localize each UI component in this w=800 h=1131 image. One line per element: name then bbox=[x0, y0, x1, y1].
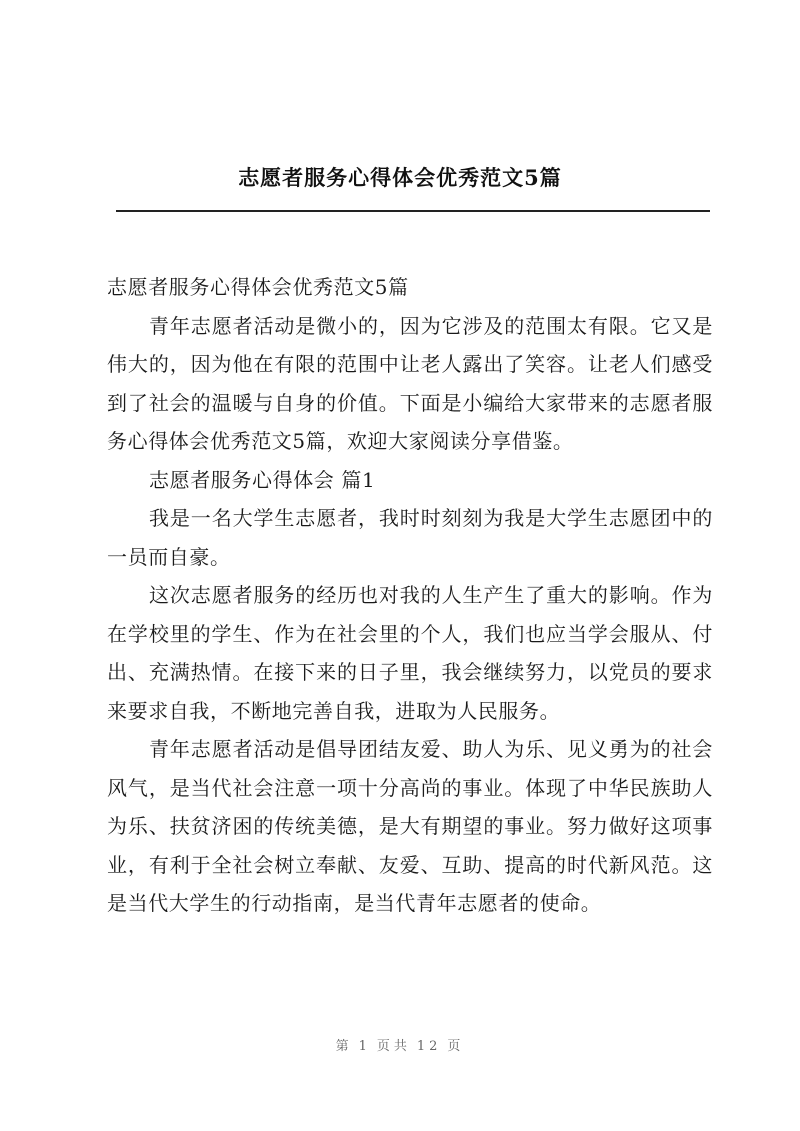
body-paragraph: 这次志愿者服务的经历也对我的人生产生了重大的影响。作为在学校里的学生、作为在社会里的个人，我们也应当学会服从、付出、充满热情。在接下来的日子里，我会继续努力，以党员的要求来要求自我，不断地完善自我，进取为人民服务。 bbox=[107, 583, 713, 723]
footer-label-pages: 页 bbox=[447, 1039, 465, 1054]
title-divider bbox=[116, 210, 710, 212]
section-heading: 志愿者服务心得体会 篇1 bbox=[149, 467, 376, 492]
total-pages-number: 12 bbox=[416, 1039, 442, 1054]
footer-label-page: 第 bbox=[335, 1039, 353, 1054]
document-subtitle: 志愿者服务心得体会优秀范文5篇 bbox=[107, 275, 409, 299]
current-page-number: 1 bbox=[358, 1039, 371, 1054]
body-paragraph: 我是一名大学生志愿者，我时时刻刻为我是大学生志愿团中的一员而自豪。 bbox=[107, 506, 713, 569]
footer-label-of: 页共 bbox=[376, 1039, 411, 1054]
body-paragraph: 青年志愿者活动是倡导团结友爱、助人为乐、见义勇为的社会风气，是当代社会注意一项十分高尚的事业。体现了中华民族助人为乐、扶贫济困的传统美德，是大有期望的事业。努力做好这项事业，有利于全社会树立奉献、友爱、互助、提高的时代新风范。这是当代大学生的行动指南，是当代青年志愿者的使命。 bbox=[107, 737, 713, 915]
document-body bbox=[107, 268, 713, 923]
intro-paragraph: 青年志愿者活动是微小的，因为它涉及的范围太有限。它又是伟大的，因为他在有限的范围中让老人露出了笑容。让老人们感受到了社会的温暖与自身的价值。下面是小编给大家带来的志愿者服务心得体会优秀范文5篇，欢迎大家阅读分享借鉴。 bbox=[107, 313, 713, 453]
page-title: 志愿者服务心得体会优秀范文5篇 bbox=[238, 165, 562, 190]
page-footer bbox=[0, 1035, 800, 1054]
